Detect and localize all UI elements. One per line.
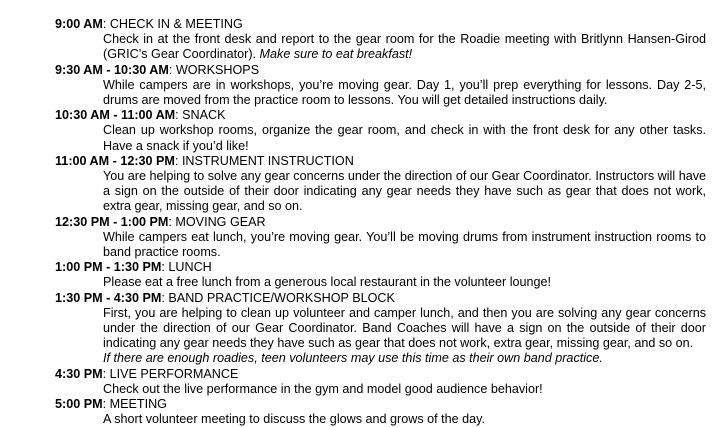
schedule-entry <box>0 17 726 63</box>
entry-description <box>0 78 726 108</box>
entry-time: 5:00 PM <box>55 397 103 412</box>
schedule-entry <box>0 291 726 367</box>
entry-title: SNACK <box>182 108 226 123</box>
entry-description <box>0 412 726 427</box>
entry-time: 10:30 AM - 11:00 AM <box>55 108 176 123</box>
schedule-entry <box>0 215 726 261</box>
entry-heading: 1:30 PM - 4:30 PM: BAND PRACTICE/WORKSHOP BLOCK <box>55 290 395 305</box>
entry-title: MOVING GEAR <box>175 214 266 229</box>
entry-time: 12:30 PM - 1:00 PM <box>55 214 169 229</box>
entry-description-text: Check in at the front desk and report to the gear room for the Roadie meeting with Britlynn Hansen-Girod (GRIC’s Gear Coordinator). <box>103 32 706 62</box>
entry-heading: 4:30 PM: LIVE PERFORMANCE <box>55 366 239 381</box>
entry-description <box>0 123 726 153</box>
entry-title: WORKSHOPS <box>175 62 260 77</box>
entry-note: Make sure to eat breakfast! <box>259 47 413 62</box>
entry-heading: 9:00 AM: CHECK IN & MEETING <box>55 17 243 31</box>
entry-description <box>0 306 726 352</box>
entry-time: 1:00 PM - 1:30 PM <box>55 260 162 275</box>
entry-time: 4:30 PM <box>55 366 103 381</box>
entry-heading: 10:30 AM - 11:00 AM: SNACK <box>55 108 226 123</box>
entry-title: LUNCH <box>168 260 212 275</box>
schedule-entry <box>0 63 726 109</box>
entry-description-text: While campers are in workshops, you’re moving gear. Day 1, you’ll prep everything for lessons. Day 2-5, drums are moved from the practice room to lessons. You will get detailed instructions daily. <box>103 77 706 108</box>
entry-description-text: First, you are helping to clean up volunteer and camper lunch, and then you are solving any gear concerns under the direction of our Gear Coordinator. Band Coaches will have a sign on the outside of their door indicating any gear needs they have such as gear that does not work, extra gear, missing gear, and so on. <box>103 305 706 351</box>
entry-time: 11:00 AM - 12:30 PM <box>55 153 175 168</box>
entry-time: 9:00 AM <box>55 17 103 31</box>
entry-description <box>0 275 726 290</box>
entry-description <box>0 32 726 62</box>
entry-title: LIVE PERFORMANCE <box>109 366 239 381</box>
schedule-entry <box>0 108 726 154</box>
schedule-entry <box>0 367 726 397</box>
entry-time: 9:30 AM - 10:30 AM <box>55 62 169 77</box>
entry-description-text: Please eat a free lunch from a generous local restaurant in the volunteer lounge! <box>103 275 552 290</box>
entry-heading: 1:00 PM - 1:30 PM: LUNCH <box>55 260 212 275</box>
entry-note: If there are enough roadies, teen volunteers may use this time as their own band practice. <box>103 351 603 366</box>
entry-description <box>0 382 726 397</box>
schedule-entry <box>0 260 726 290</box>
entry-title: CHECK IN & MEETING <box>109 17 243 31</box>
schedule-entry <box>0 397 726 427</box>
schedule <box>0 17 726 427</box>
entry-description-text: Clean up workshop rooms, organize the gear room, and check in with the front desk for any other tasks. Have a snack if you’d like! <box>103 123 706 153</box>
entry-heading: 5:00 PM: MEETING <box>55 397 167 412</box>
entry-description <box>0 169 726 215</box>
entry-heading: 11:00 AM - 12:30 PM: INSTRUMENT INSTRUCTION <box>55 153 354 168</box>
entry-heading: 12:30 PM - 1:00 PM: MOVING GEAR <box>55 214 266 229</box>
entry-description-text: You are helping to solve any gear concerns under the direction of our Gear Coordinator. Instructors will have a sign on the outside of their door indicating any gear needs they have such as gear that does not work, extra gear, missing gear, and so on. <box>103 169 706 214</box>
entry-title: INSTRUMENT INSTRUCTION <box>181 153 354 168</box>
entry-description-text: While campers eat lunch, you’re moving gear. You’ll be moving drums from instrument instruction rooms to band practice rooms. <box>103 229 706 260</box>
entry-title: MEETING <box>109 397 167 412</box>
entry-description-text: A short volunteer meeting to discuss the glows and grows of the day. <box>103 412 485 427</box>
entry-title: BAND PRACTICE/WORKSHOP BLOCK <box>168 290 395 305</box>
schedule-entry <box>0 154 726 215</box>
entry-description <box>0 230 726 260</box>
entry-heading: 9:30 AM - 10:30 AM: WORKSHOPS <box>55 62 260 77</box>
entry-time: 1:30 PM - 4:30 PM <box>55 290 162 305</box>
entry-description-text: Check out the live performance in the gym and model good audience behavior! <box>103 381 543 396</box>
